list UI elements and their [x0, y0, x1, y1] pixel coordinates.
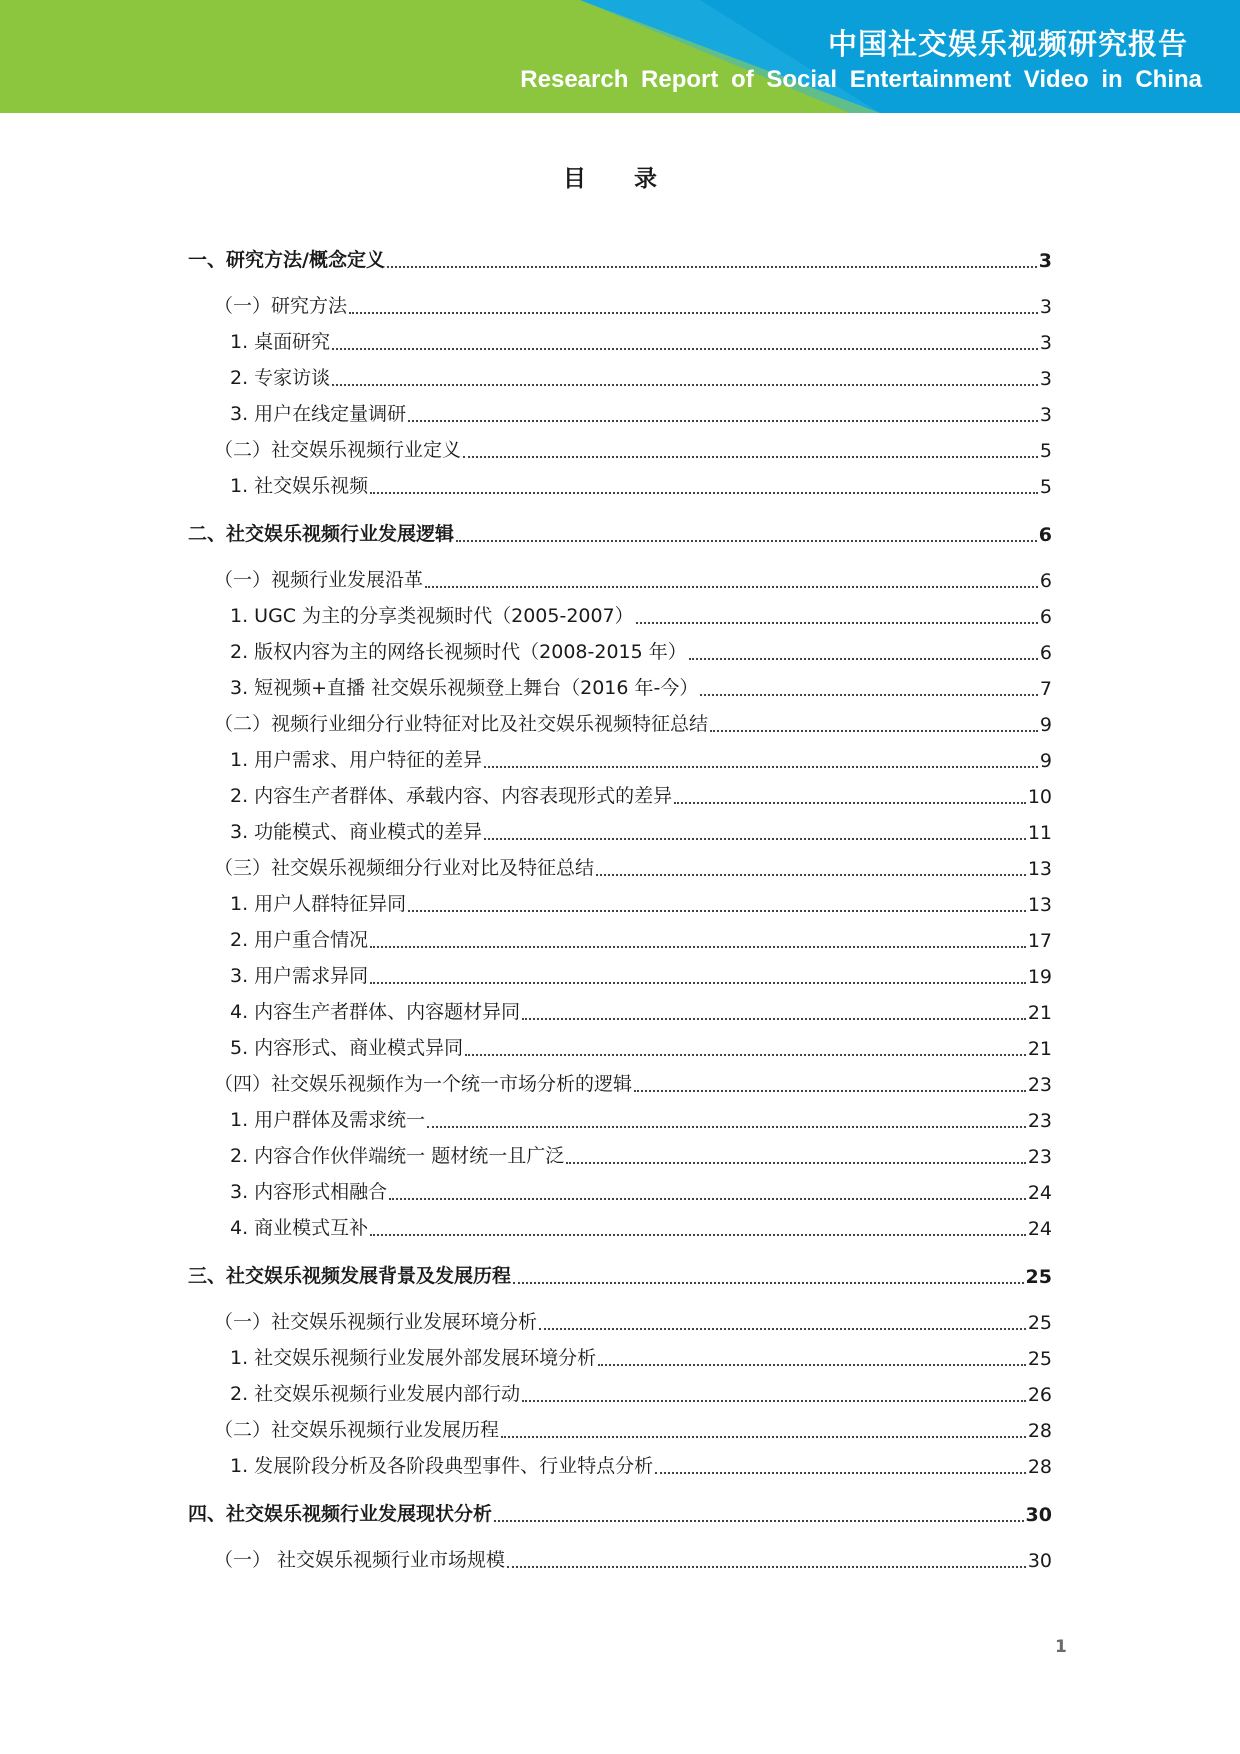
- toc-entry-label: 2. 版权内容为主的网络长视频时代（2008-2015 年）: [230, 641, 687, 663]
- toc-entry[interactable]: [188, 1168, 1052, 1204]
- toc-entry[interactable]: [188, 1096, 1052, 1132]
- toc-leader: [387, 265, 1037, 268]
- toc-entry[interactable]: [188, 1060, 1052, 1096]
- toc-entry[interactable]: [188, 700, 1052, 736]
- toc-entry-label: 4. 商业模式互补: [230, 1217, 369, 1239]
- toc-entry-page: 3: [1039, 296, 1052, 318]
- toc-leader: [408, 419, 1038, 422]
- toc-entry-page: 10: [1027, 786, 1052, 808]
- toc-entry-page: 6: [1039, 606, 1052, 628]
- toc-leader: [349, 311, 1038, 314]
- toc-entry-label: （一） 社交娱乐视频行业市场规模: [214, 1549, 506, 1571]
- toc-entry-label: 三、社交娱乐视频发展背景及发展历程: [188, 1265, 512, 1287]
- toc-entry[interactable]: [188, 1334, 1052, 1370]
- toc-entry[interactable]: [188, 510, 1052, 546]
- toc-entry-label: 2. 内容生产者群体、承载内容、内容表现形式的差异: [230, 785, 673, 807]
- toc-entry[interactable]: [188, 426, 1052, 462]
- toc-entry-page: 19: [1027, 966, 1052, 988]
- toc-entry-label: 1. 社交娱乐视频: [230, 475, 369, 497]
- toc-entry-page: 25: [1027, 1348, 1052, 1370]
- toc-entry-label: 5. 内容形式、商业模式异同: [230, 1037, 464, 1059]
- toc-leader: [456, 539, 1037, 542]
- toc-leader: [636, 621, 1038, 624]
- toc-entry[interactable]: [188, 988, 1052, 1024]
- toc-entry-page: 5: [1039, 440, 1052, 462]
- toc-entry-label: 四、社交娱乐视频行业发展现状分析: [188, 1503, 493, 1525]
- toc-entry[interactable]: [188, 1370, 1052, 1406]
- toc-entry[interactable]: [188, 1298, 1052, 1334]
- report-title-en: Research Report of Social Entertainment Video in China: [520, 66, 1202, 93]
- toc-leader: [522, 1399, 1026, 1402]
- toc-entry-page: 24: [1027, 1182, 1052, 1204]
- toc-leader: [408, 909, 1026, 912]
- toc-leader: [494, 1519, 1024, 1522]
- toc-entry-page: 3: [1039, 368, 1052, 390]
- toc-leader: [332, 347, 1038, 350]
- toc-entry-page: 30: [1025, 1504, 1052, 1526]
- toc-leader: [689, 657, 1038, 660]
- toc-entry-label: 3. 用户在线定量调研: [230, 403, 407, 425]
- toc-entry-page: 23: [1027, 1146, 1052, 1168]
- toc-entry-label: 3. 短视频+直播 社交娱乐视频登上舞台（2016 年-今）: [230, 677, 699, 699]
- toc-entry-label: 4. 内容生产者群体、内容题材异同: [230, 1001, 521, 1023]
- toc-entry-label: 1. 发展阶段分析及各阶段典型事件、行业特点分析: [230, 1455, 654, 1477]
- toc-entry-page: 11: [1027, 822, 1052, 844]
- toc-entry-label: 1. 社交娱乐视频行业发展外部发展环境分析: [230, 1347, 597, 1369]
- toc-entry-label: 3. 用户需求异同: [230, 965, 369, 987]
- toc-entry-label: 3. 功能模式、商业模式的差异: [230, 821, 483, 843]
- toc-entry-page: 9: [1039, 714, 1052, 736]
- toc-entry-page: 21: [1027, 1002, 1052, 1024]
- toc-leader: [370, 1233, 1026, 1236]
- toc-entry-page: 17: [1027, 930, 1052, 952]
- toc-entry[interactable]: [188, 880, 1052, 916]
- toc-leader: [370, 945, 1026, 948]
- toc-entry[interactable]: [188, 736, 1052, 772]
- toc-entry[interactable]: [188, 462, 1052, 498]
- toc-leader: [634, 1089, 1026, 1092]
- toc-entry-label: 1. 用户需求、用户特征的差异: [230, 749, 483, 771]
- toc-entry[interactable]: [188, 354, 1052, 390]
- toc-entry-label: 1. UGC 为主的分享类视频时代（2005-2007）: [230, 605, 634, 627]
- toc-entry-page: 30: [1027, 1550, 1052, 1572]
- toc-entry[interactable]: [188, 1132, 1052, 1168]
- toc-entry-page: 6: [1038, 524, 1052, 546]
- toc-entry-page: 23: [1027, 1074, 1052, 1096]
- page-number: 1: [1055, 1637, 1067, 1657]
- toc-entry-page: 3: [1038, 250, 1052, 272]
- toc-entry-page: 28: [1027, 1420, 1052, 1442]
- toc-entry[interactable]: [188, 556, 1052, 592]
- toc-entry-page: 24: [1027, 1218, 1052, 1240]
- toc-leader: [463, 455, 1038, 458]
- toc-leader: [513, 1281, 1024, 1284]
- toc-leader: [389, 1197, 1026, 1200]
- toc-entry[interactable]: [188, 1536, 1052, 1572]
- toc-leader: [566, 1161, 1026, 1164]
- toc-entry-page: 9: [1039, 750, 1052, 772]
- toc-entry[interactable]: [188, 318, 1052, 354]
- toc-entry[interactable]: [188, 628, 1052, 664]
- toc-leader: [700, 693, 1038, 696]
- toc-entry[interactable]: [188, 1024, 1052, 1060]
- toc-entry[interactable]: [188, 1406, 1052, 1442]
- toc-leader: [655, 1471, 1026, 1474]
- toc-entry-page: 7: [1039, 678, 1052, 700]
- toc-leader: [501, 1435, 1026, 1438]
- toc-entry-label: 2. 专家访谈: [230, 367, 331, 389]
- toc-entry-label: 3. 内容形式相融合: [230, 1181, 388, 1203]
- toc-entry-label: 二、社交娱乐视频行业发展逻辑: [188, 523, 455, 545]
- toc-title: 目 录: [562, 166, 677, 192]
- toc-leader: [674, 801, 1026, 804]
- toc-entry-page: 13: [1027, 858, 1052, 880]
- toc-leader: [370, 981, 1026, 984]
- toc-entry[interactable]: [188, 808, 1052, 844]
- toc-entry[interactable]: [188, 1490, 1052, 1526]
- toc-leader: [710, 729, 1038, 732]
- table-of-contents: [188, 236, 1052, 1572]
- toc-entry-page: 5: [1039, 476, 1052, 498]
- toc-entry-page: 25: [1025, 1266, 1052, 1288]
- toc-entry-page: 26: [1027, 1384, 1052, 1406]
- toc-entry[interactable]: [188, 1252, 1052, 1288]
- toc-entry[interactable]: [188, 952, 1052, 988]
- toc-entry-page: 28: [1027, 1456, 1052, 1478]
- report-title-cn: 中国社交娱乐视频研究报告: [827, 27, 1188, 61]
- header-banner: [0, 0, 1240, 113]
- toc-entry[interactable]: [188, 592, 1052, 628]
- toc-entry-label: （三）社交娱乐视频细分行业对比及特征总结: [214, 857, 595, 879]
- toc-entry[interactable]: [188, 1204, 1052, 1240]
- toc-entry-label: （一）研究方法: [214, 295, 348, 317]
- toc-entry-page: 3: [1039, 332, 1052, 354]
- toc-entry-label: 2. 内容合作伙伴端统一 题材统一且广泛: [230, 1145, 565, 1167]
- toc-entry-label: 1. 用户人群特征异同: [230, 893, 407, 915]
- toc-entry-label: （一）社交娱乐视频行业发展环境分析: [214, 1311, 538, 1333]
- toc-entry-label: （一）视频行业发展沿革: [214, 569, 424, 591]
- toc-leader: [425, 585, 1038, 588]
- toc-entry-page: 23: [1027, 1110, 1052, 1132]
- toc-entry-label: 1. 桌面研究: [230, 331, 331, 353]
- toc-entry-label: （四）社交娱乐视频作为一个统一市场分析的逻辑: [214, 1073, 633, 1095]
- toc-entry-page: 6: [1039, 642, 1052, 664]
- toc-entry[interactable]: [188, 236, 1052, 272]
- toc-entry-label: 一、研究方法/概念定义: [188, 249, 385, 271]
- toc-entry[interactable]: [188, 772, 1052, 808]
- toc-entry-label: 2. 用户重合情况: [230, 929, 369, 951]
- toc-leader: [370, 491, 1038, 494]
- toc-entry-label: 2. 社交娱乐视频行业发展内部行动: [230, 1383, 521, 1405]
- toc-leader: [598, 1363, 1026, 1366]
- toc-leader: [484, 837, 1026, 840]
- toc-leader: [465, 1053, 1026, 1056]
- toc-entry-page: 6: [1039, 570, 1052, 592]
- toc-entry[interactable]: [188, 282, 1052, 318]
- toc-entry[interactable]: [188, 390, 1052, 426]
- toc-leader: [427, 1125, 1026, 1128]
- toc-leader: [484, 765, 1038, 768]
- toc-entry-page: 13: [1027, 894, 1052, 916]
- toc-leader: [522, 1017, 1026, 1020]
- toc-entry-label: 1. 用户群体及需求统一: [230, 1109, 426, 1131]
- toc-entry-label: （二）视频行业细分行业特征对比及社交娱乐视频特征总结: [214, 713, 709, 735]
- toc-entry[interactable]: [188, 916, 1052, 952]
- toc-entry-label: （二）社交娱乐视频行业定义: [214, 439, 462, 461]
- toc-leader: [539, 1327, 1026, 1330]
- toc-entry-page: 3: [1039, 404, 1052, 426]
- toc-leader: [596, 873, 1026, 876]
- toc-leader: [332, 383, 1038, 386]
- toc-entry[interactable]: [188, 664, 1052, 700]
- toc-entry-page: 21: [1027, 1038, 1052, 1060]
- toc-entry[interactable]: [188, 844, 1052, 880]
- toc-entry-label: （二）社交娱乐视频行业发展历程: [214, 1419, 500, 1441]
- toc-leader: [507, 1565, 1026, 1568]
- toc-entry-page: 25: [1027, 1312, 1052, 1334]
- toc-entry[interactable]: [188, 1442, 1052, 1478]
